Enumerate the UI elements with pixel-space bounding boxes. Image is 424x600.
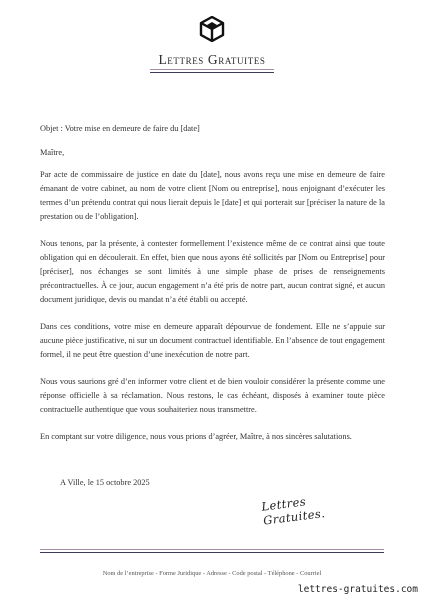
cube-logo-icon bbox=[199, 16, 225, 42]
letter-paragraph-2: Nous tenons, par la présente, à contester formellement l’existence même de ce contrat ainsi que toute obligation qui en découlerait. En effet, bien que nous ayons été sollicités par [Nom ou Entreprise] pour [préciser], nos échanges se sont limités à une simple phase de prises de renseignements précontractuelles. À ce jour, aucun engagement n’a été pris de notre part, aucun contrat signé, et aucun document juridique, devis ou mandat n’a été établi ou accepté. bbox=[40, 239, 385, 304]
footer-contact-line: Nom de l’entreprise - Forme Juridique - Adresse - Code postal - Téléphone - Courriel bbox=[102, 570, 322, 577]
footer-rule-mauve bbox=[40, 549, 384, 550]
signature bbox=[260, 487, 372, 528]
header-rule-navy bbox=[150, 72, 274, 73]
signature-text: Lettres Gratuites. bbox=[260, 494, 326, 528]
letter-salutation: Maître, bbox=[40, 148, 65, 157]
place-and-date: A Ville, le 15 octobre 2025 bbox=[60, 478, 150, 487]
brand-name: Lettres Gratuites bbox=[158, 52, 266, 67]
letter-paragraph-3: Dans ces conditions, votre mise en demeure apparaît dépourvue de fondement. Elle ne s’appuie sur aucune pièce justificative, ni sur un document contractuel identifiable. En l’absence de tout engagement formel, il ne peut être question d’une inexécution de notre part. bbox=[40, 322, 385, 359]
letter-paragraph-4: Nous vous saurions gré d’en informer votre client et de bien vouloir considérer la présente comme une réponse officielle à sa réclamation. Nous restons, le cas échéant, disposés à examiner toute pièce contractuelle authentique que vous souhaiteriez nous transmettre. bbox=[40, 377, 385, 414]
letter-paragraph-1: Par acte de commissaire de justice en date du [date], nous avons reçu une mise en demeure de faire émanant de votre cabinet, au nom de votre client [Nom ou entreprise], nous enjoignant d’exécuter les termes d’un prétendu contrat qui nous lierait depuis le [date] et qui porterait sur [préciser la nature de la prestation ou de l’obligation]. bbox=[40, 170, 385, 221]
header-rule-mauve bbox=[150, 69, 274, 70]
letter-object: Objet : Votre mise en demeure de faire du [date] bbox=[40, 124, 200, 133]
website-link[interactable]: lettres-gratuites.com bbox=[297, 584, 418, 595]
letter-paragraph-5: En comptant sur votre diligence, nous vous prions d’agréer, Maître, à nos sincères salutations. bbox=[40, 432, 352, 441]
footer-rule-navy bbox=[40, 552, 384, 553]
